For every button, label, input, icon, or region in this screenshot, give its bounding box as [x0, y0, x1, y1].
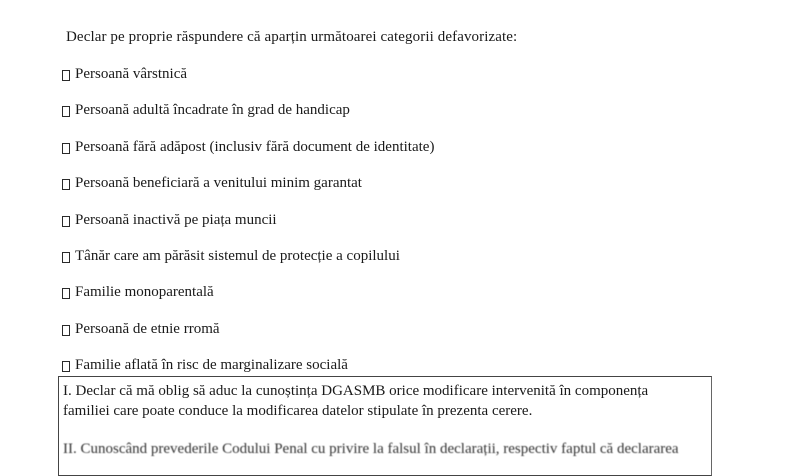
option-familie-monoparentala[interactable]	[62, 284, 434, 320]
checkbox-icon[interactable]	[62, 106, 70, 117]
checkbox-icon[interactable]	[62, 70, 70, 81]
option-persoana-inactiva[interactable]	[62, 212, 434, 248]
statement-line-1: I. Declar că mă oblig să aduc la cunoștința DGASMB orice modificare intervenită în componența	[63, 383, 649, 399]
option-label: Persoană de etnie rromă	[75, 320, 220, 337]
option-tanar-sistem-protectie[interactable]	[62, 248, 434, 284]
option-persoana-fara-adapost[interactable]	[62, 139, 434, 175]
option-persoana-adulta-handicap[interactable]	[62, 102, 434, 138]
option-label: Familie monoparentală	[75, 284, 214, 301]
option-label: Persoană inactivă pe piața muncii	[75, 211, 277, 228]
option-venit-minim-garantat[interactable]	[62, 175, 434, 211]
checkbox-icon[interactable]	[62, 143, 70, 154]
checkbox-icon[interactable]	[62, 216, 70, 227]
checkbox-icon[interactable]	[62, 252, 70, 263]
checkbox-icon[interactable]	[62, 288, 70, 299]
declaration-intro: Declar pe proprie răspundere că aparțin următoarei categorii defavorizate:	[66, 29, 518, 45]
statement-line-2: familiei care poate conduce la modificarea datelor stipulate în prezenta cerere.	[63, 403, 533, 419]
checkbox-icon[interactable]	[62, 361, 70, 372]
category-options-list	[62, 66, 434, 394]
option-etnie-rroma[interactable]	[62, 321, 434, 357]
option-label: Tânăr care am părăsit sistemul de protecție a copilului	[75, 247, 400, 264]
statement-box	[58, 376, 712, 476]
option-label: Familie aflată în risc de marginalizare socială	[75, 357, 348, 374]
option-label: Persoană beneficiară a venitului minim garantat	[75, 175, 362, 192]
option-persoana-varstnica[interactable]	[62, 66, 434, 102]
statement-line-3: II. Cunoscând prevederile Codului Penal cu privire la falsul în declarații, respectiv faptul că declararea	[63, 441, 679, 457]
option-label: Persoană fără adăpost (inclusiv fără document de identitate)	[75, 138, 435, 155]
option-label: Persoană vârstnică	[75, 66, 188, 82]
checkbox-icon[interactable]	[62, 179, 70, 190]
option-label: Persoană adultă încadrate în grad de handicap	[75, 102, 350, 119]
checkbox-icon[interactable]	[62, 325, 70, 336]
